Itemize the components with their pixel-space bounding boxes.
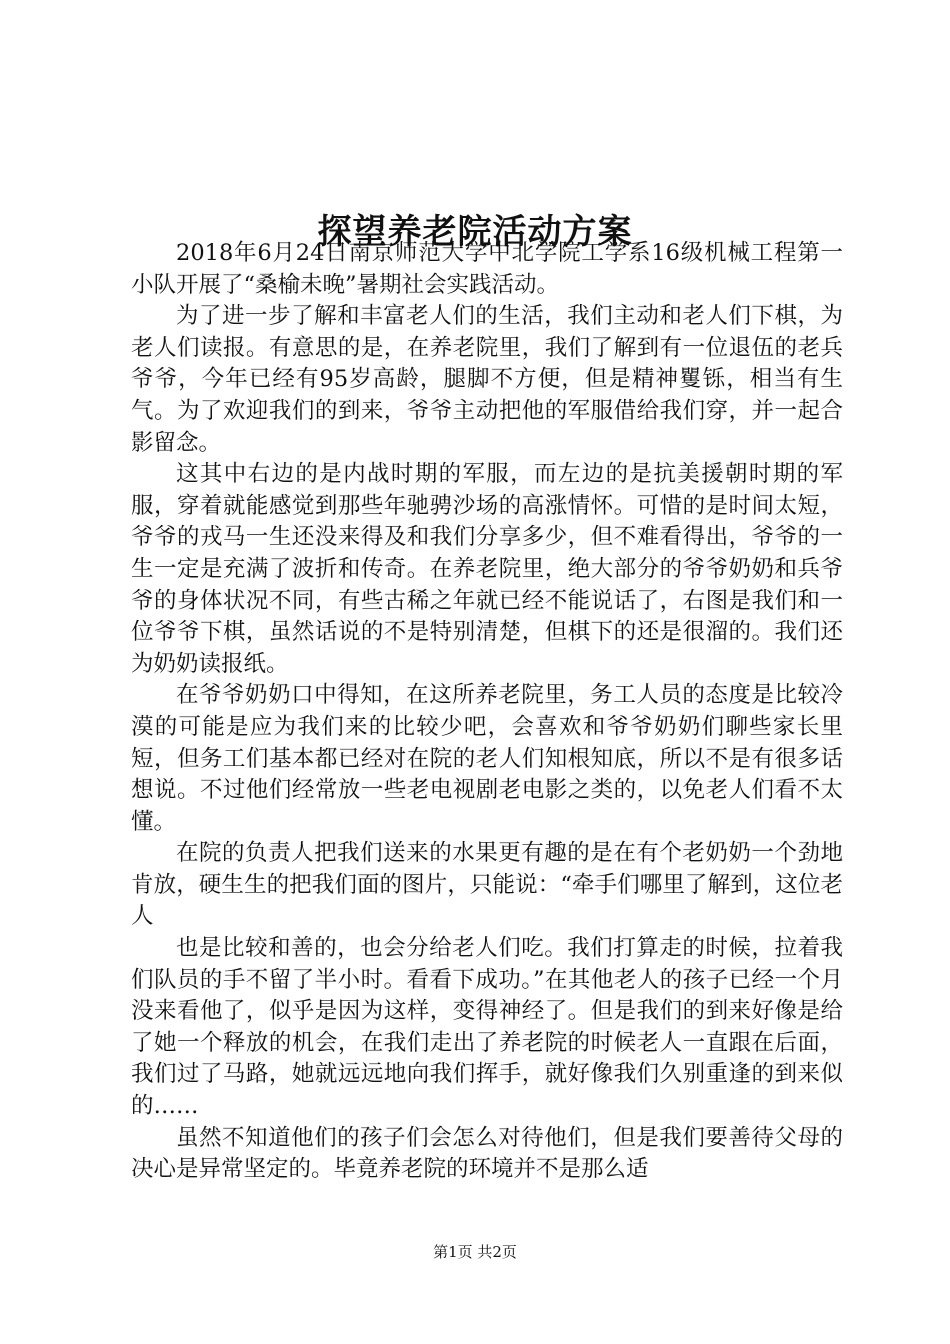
paragraph: 为了进一步了解和丰富老人们的生活，我们主动和老人们下棋，为老人们读报。有意思的是，在养老院里，我们了解到有一位退伍的老兵爷爷，今年已经有95岁高龄，腿脚不方便，但是精神矍铄，相当有生气。为了欢迎我们的到来，爷爷主动把他的军服借给我们穿，并一起合影留念。 (131, 303, 843, 456)
document-title: 探望养老院活动方案 (317, 211, 633, 252)
paragraph: 在爷爷奶奶口中得知，在这所养老院里，务工人员的态度是比较冷漠的可能是应为我们来的比较少吧，会喜欢和爷爷奶奶们聊些家长里短，但务工们基本都已经对在院的老人们知根知底，所以不是有很多话想说。不过他们经常放一些老电视剧老电影之类的，以免老人们看不太懂。 (131, 682, 843, 835)
page-footer: 第1页 共2页 (433, 1243, 517, 1261)
paragraph: 2018年6月24日南京师范大学中北学院工学系16级机械工程第一小队开展了“桑榆未晚”暑期社会实践活动。 (131, 240, 843, 298)
paragraph: 在院的负责人把我们送来的水果更有趣的是在有个老奶奶一个劲地肯放，硬生生的把我们面的图片，只能说：“牵手们哪里了解到，这位老人 (131, 840, 843, 930)
document-body (131, 238, 843, 1186)
paragraph: 虽然不知道他们的孩子们会怎么对待他们，但是我们要善待父母的决心是异常坚定的。毕竟养老院的环境并不是那么适 (131, 1124, 843, 1183)
paragraph: 这其中右边的是内战时期的军服，而左边的是抗美援朝时期的军服，穿着就能感觉到那些年驰骋沙场的高涨情怀。可惜的是时间太短，爷爷的戎马一生还没来得及和我们分享多少，但不难看得出，爷爷的一生一定是充满了波折和传奇。在养老院里，绝大部分的爷爷奶奶和兵爷爷的身体状况不同，有些古稀之年就已经不能说话了，右图是我们和一位爷爷下棋，虽然话说的不是特别清楚，但棋下的还是很溜的。我们还为奶奶读报纸。 (131, 461, 843, 677)
paragraph: 也是比较和善的，也会分给老人们吃。我们打算走的时候，拉着我们队员的手不留了半小时。看看下成功。”在其他老人的孩子已经一个月没来看他了，似乎是因为这样，变得神经了。但是我们的到来好像是给了她一个释放的机会，在我们走出了养老院的时候老人一直跟在后面，我们过了马路，她就远远地向我们挥手，就好像我们久别重逢的到来似的…… (131, 935, 843, 1120)
